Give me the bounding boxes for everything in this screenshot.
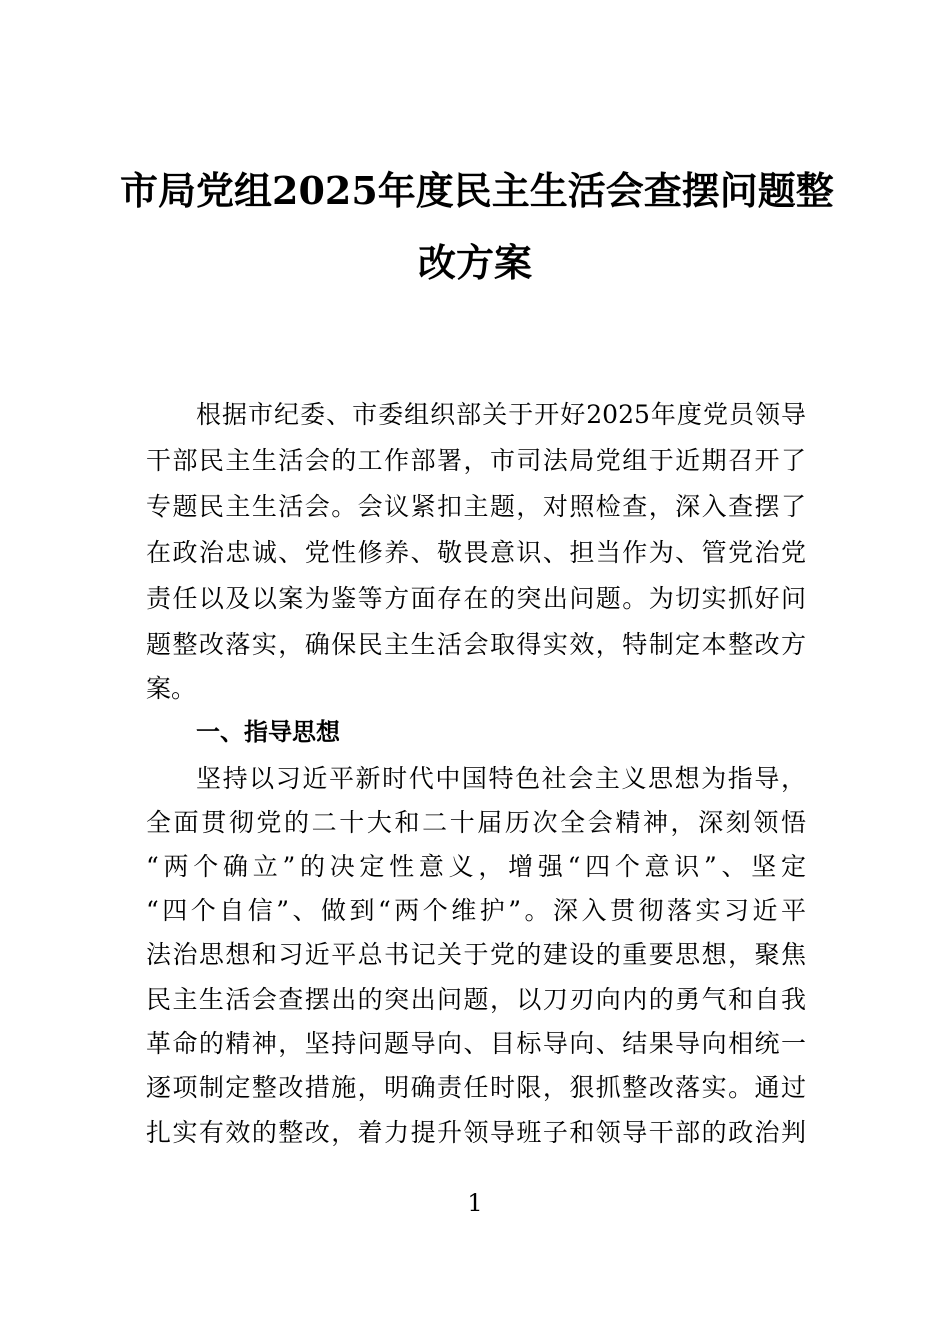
section1-line-3: “两个确立”的决定性意义，增强“四个意识”、坚定 (146, 852, 806, 881)
intro-line-1: 根据市纪委、市委组织部关于开好2025年度党员领导 (196, 400, 806, 429)
section1-line-2: 全面贯彻党的二十大和二十届历次全会精神，深刻领悟 (146, 808, 806, 837)
section1-line-8: 逐项制定整改措施，明确责任时限，狠抓整改落实。通过 (146, 1073, 806, 1102)
intro-line-4: 在政治忠诚、党性修养、敬畏意识、担当作为、管党治党 (146, 538, 806, 567)
section1-line-6: 民主生活会查摆出的突出问题，以刀刃向内的勇气和自我 (146, 985, 806, 1014)
section1-line-1: 坚持以习近平新时代中国特色社会主义思想为指导， (196, 764, 806, 793)
intro-line-5: 责任以及以案为鉴等方面存在的突出问题。为切实抓好问 (146, 584, 806, 613)
intro-line-6: 题整改落实，确保民主生活会取得实效，特制定本整改方 (146, 630, 806, 659)
section1-line-5: 法治思想和习近平总书记关于党的建设的重要思想，聚焦 (146, 940, 806, 969)
intro-line-3: 专题民主生活会。会议紧扣主题，对照检查，深入查摆了 (146, 492, 806, 521)
section1-line-9: 扎实有效的整改，着力提升领导班子和领导干部的政治判 (146, 1118, 806, 1147)
intro-line-2: 干部民主生活会的工作部署，市司法局党组于近期召开了 (146, 446, 806, 475)
page-number: 1 (467, 1189, 483, 1217)
document-title-line-2: 改方案 (417, 240, 532, 285)
section-heading-guiding-ideology: 一、指导思想 (196, 718, 340, 746)
intro-line-7: 案。 (146, 674, 197, 703)
document-title-line-1: 市局党组2025年度民主生活会查摆问题整 (120, 168, 834, 213)
section1-line-4: “四个自信”、做到“两个维护”。深入贯彻落实习近平 (146, 896, 806, 925)
section1-line-7: 革命的精神，坚持问题导向、目标导向、结果导向相统一 (146, 1029, 806, 1058)
